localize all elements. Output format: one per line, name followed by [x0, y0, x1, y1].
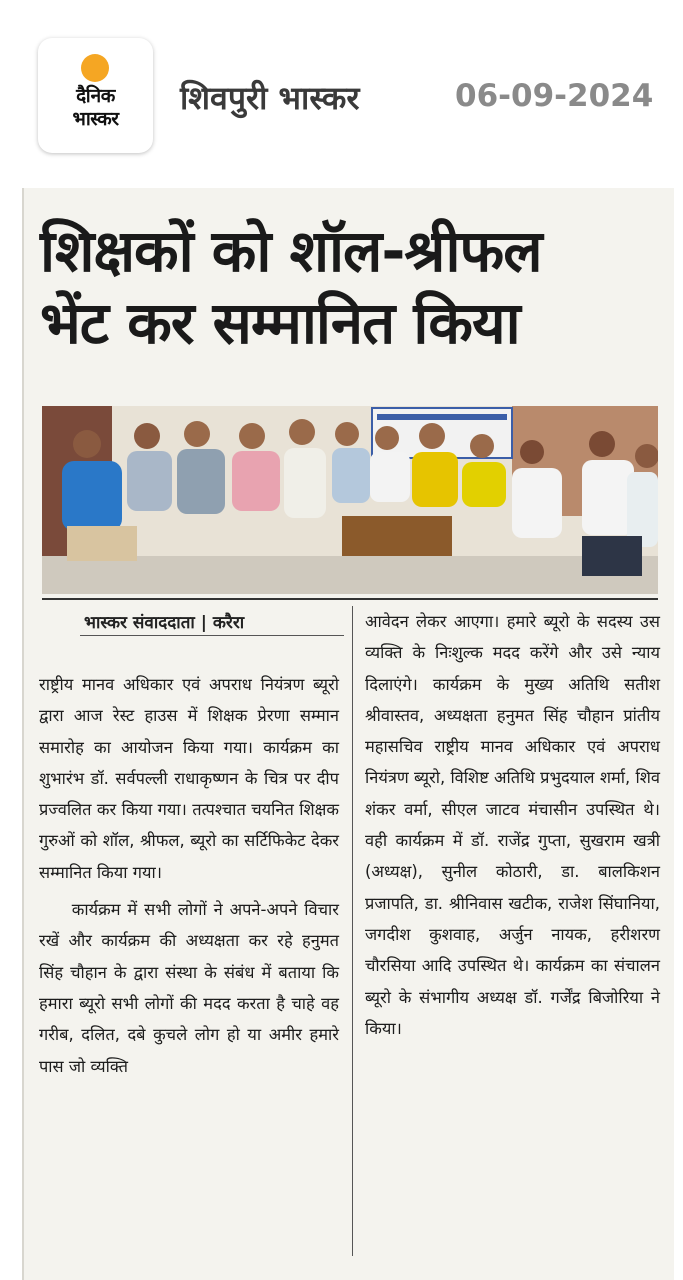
headline-line1: शिक्षकों को शॉल-श्रीफल: [40, 217, 542, 285]
newspaper-clipping: [22, 188, 674, 1280]
logo-text-line2: भास्कर: [72, 108, 119, 130]
logo-text-line1: दैनिक: [76, 85, 115, 107]
event-photo: [42, 406, 658, 594]
dainik-bhaskar-logo: [38, 38, 153, 153]
article-column-right: [365, 606, 660, 1044]
paragraph-3: आवेदन लेकर आएगा। हमारे ब्यूरो के सदस्य उस व्यक्ति के निःशुल्क मदद करेंगे और उसे न्याय दिलाएंगे। कार्यक्रम के मुख्य अतिथि सतीश श्रीवास्तव, अध्यक्षता हनुमत सिंह चौहान प्रांतीय महासचिव राष्ट्रीय मानव अधिकार एवं अपराध नियंत्रण ब्यूरो, विशिष्ट अतिथि प्रभुदयाल शर्मा, शिव शंकर वर्मा, सीएल जाटव मंचासीन उपस्थित थे। वही कार्यक्रम में डॉ. राजेंद्र गुप्ता, सुखराम खत्री (अध्यक्ष), सुनील कोठारी, डा. बालकिशन प्रजापति, डा. श्रीनिवास खटीक, राजेश सिंघानिया, जगदीश कुशवाह, अर्जुन नायक, हरीशरण चौरसिया आदि उपस्थित थे। कार्यक्रम का संचालन ब्यूरो के संभागीय अध्यक्ष डॉ. गर्जेंद्र बिजोरिया ने किया।: [365, 612, 660, 1038]
clipping-edge: [22, 188, 24, 1280]
byline: भास्कर संवाददाता | करैरा: [84, 613, 245, 633]
logo-sun-icon: [81, 54, 109, 82]
headline-line2: भेंट कर सम्मानित किया: [40, 289, 520, 357]
article-column-left: [39, 669, 339, 1082]
edition-date: 06-09-2024: [455, 78, 654, 114]
column-divider: [352, 606, 353, 1256]
photo-divider: [42, 598, 658, 600]
edition-title: शिवपुरी भास्कर: [180, 79, 360, 117]
paragraph-2: कार्यक्रम में सभी लोगों ने अपने-अपने विचार रखें और कार्यक्रम की अध्यक्षता कर रहे हनुमत सिंह चौहान के द्वारा संस्था के संबंध में बताया कि हमारा ब्यूरो सभी लोगों की मदद करता है चाहे वह गरीब, दलित, दबे कुचले लोग हो या अमीर हमारे पास जो व्यक्ति: [39, 900, 339, 1076]
paragraph-1: राष्ट्रीय मानव अधिकार एवं अपराध नियंत्रण ब्यूरो द्वारा आज रेस्ट हाउस में शिक्षक प्रेरणा सम्मान समारोह का आयोजन किया गया। कार्यक्रम का शुभारंभ डॉ. सर्वपल्ली राधाकृष्णन के चित्र पर दीप प्रज्वलित कर किया गया। तत्पश्चात चयनित शिक्षक गुरुओं को शॉल, श्रीफल, ब्यूरो का सर्टिफिकेट देकर सम्मानित किया गया।: [39, 675, 339, 882]
byline-divider: [80, 635, 344, 636]
